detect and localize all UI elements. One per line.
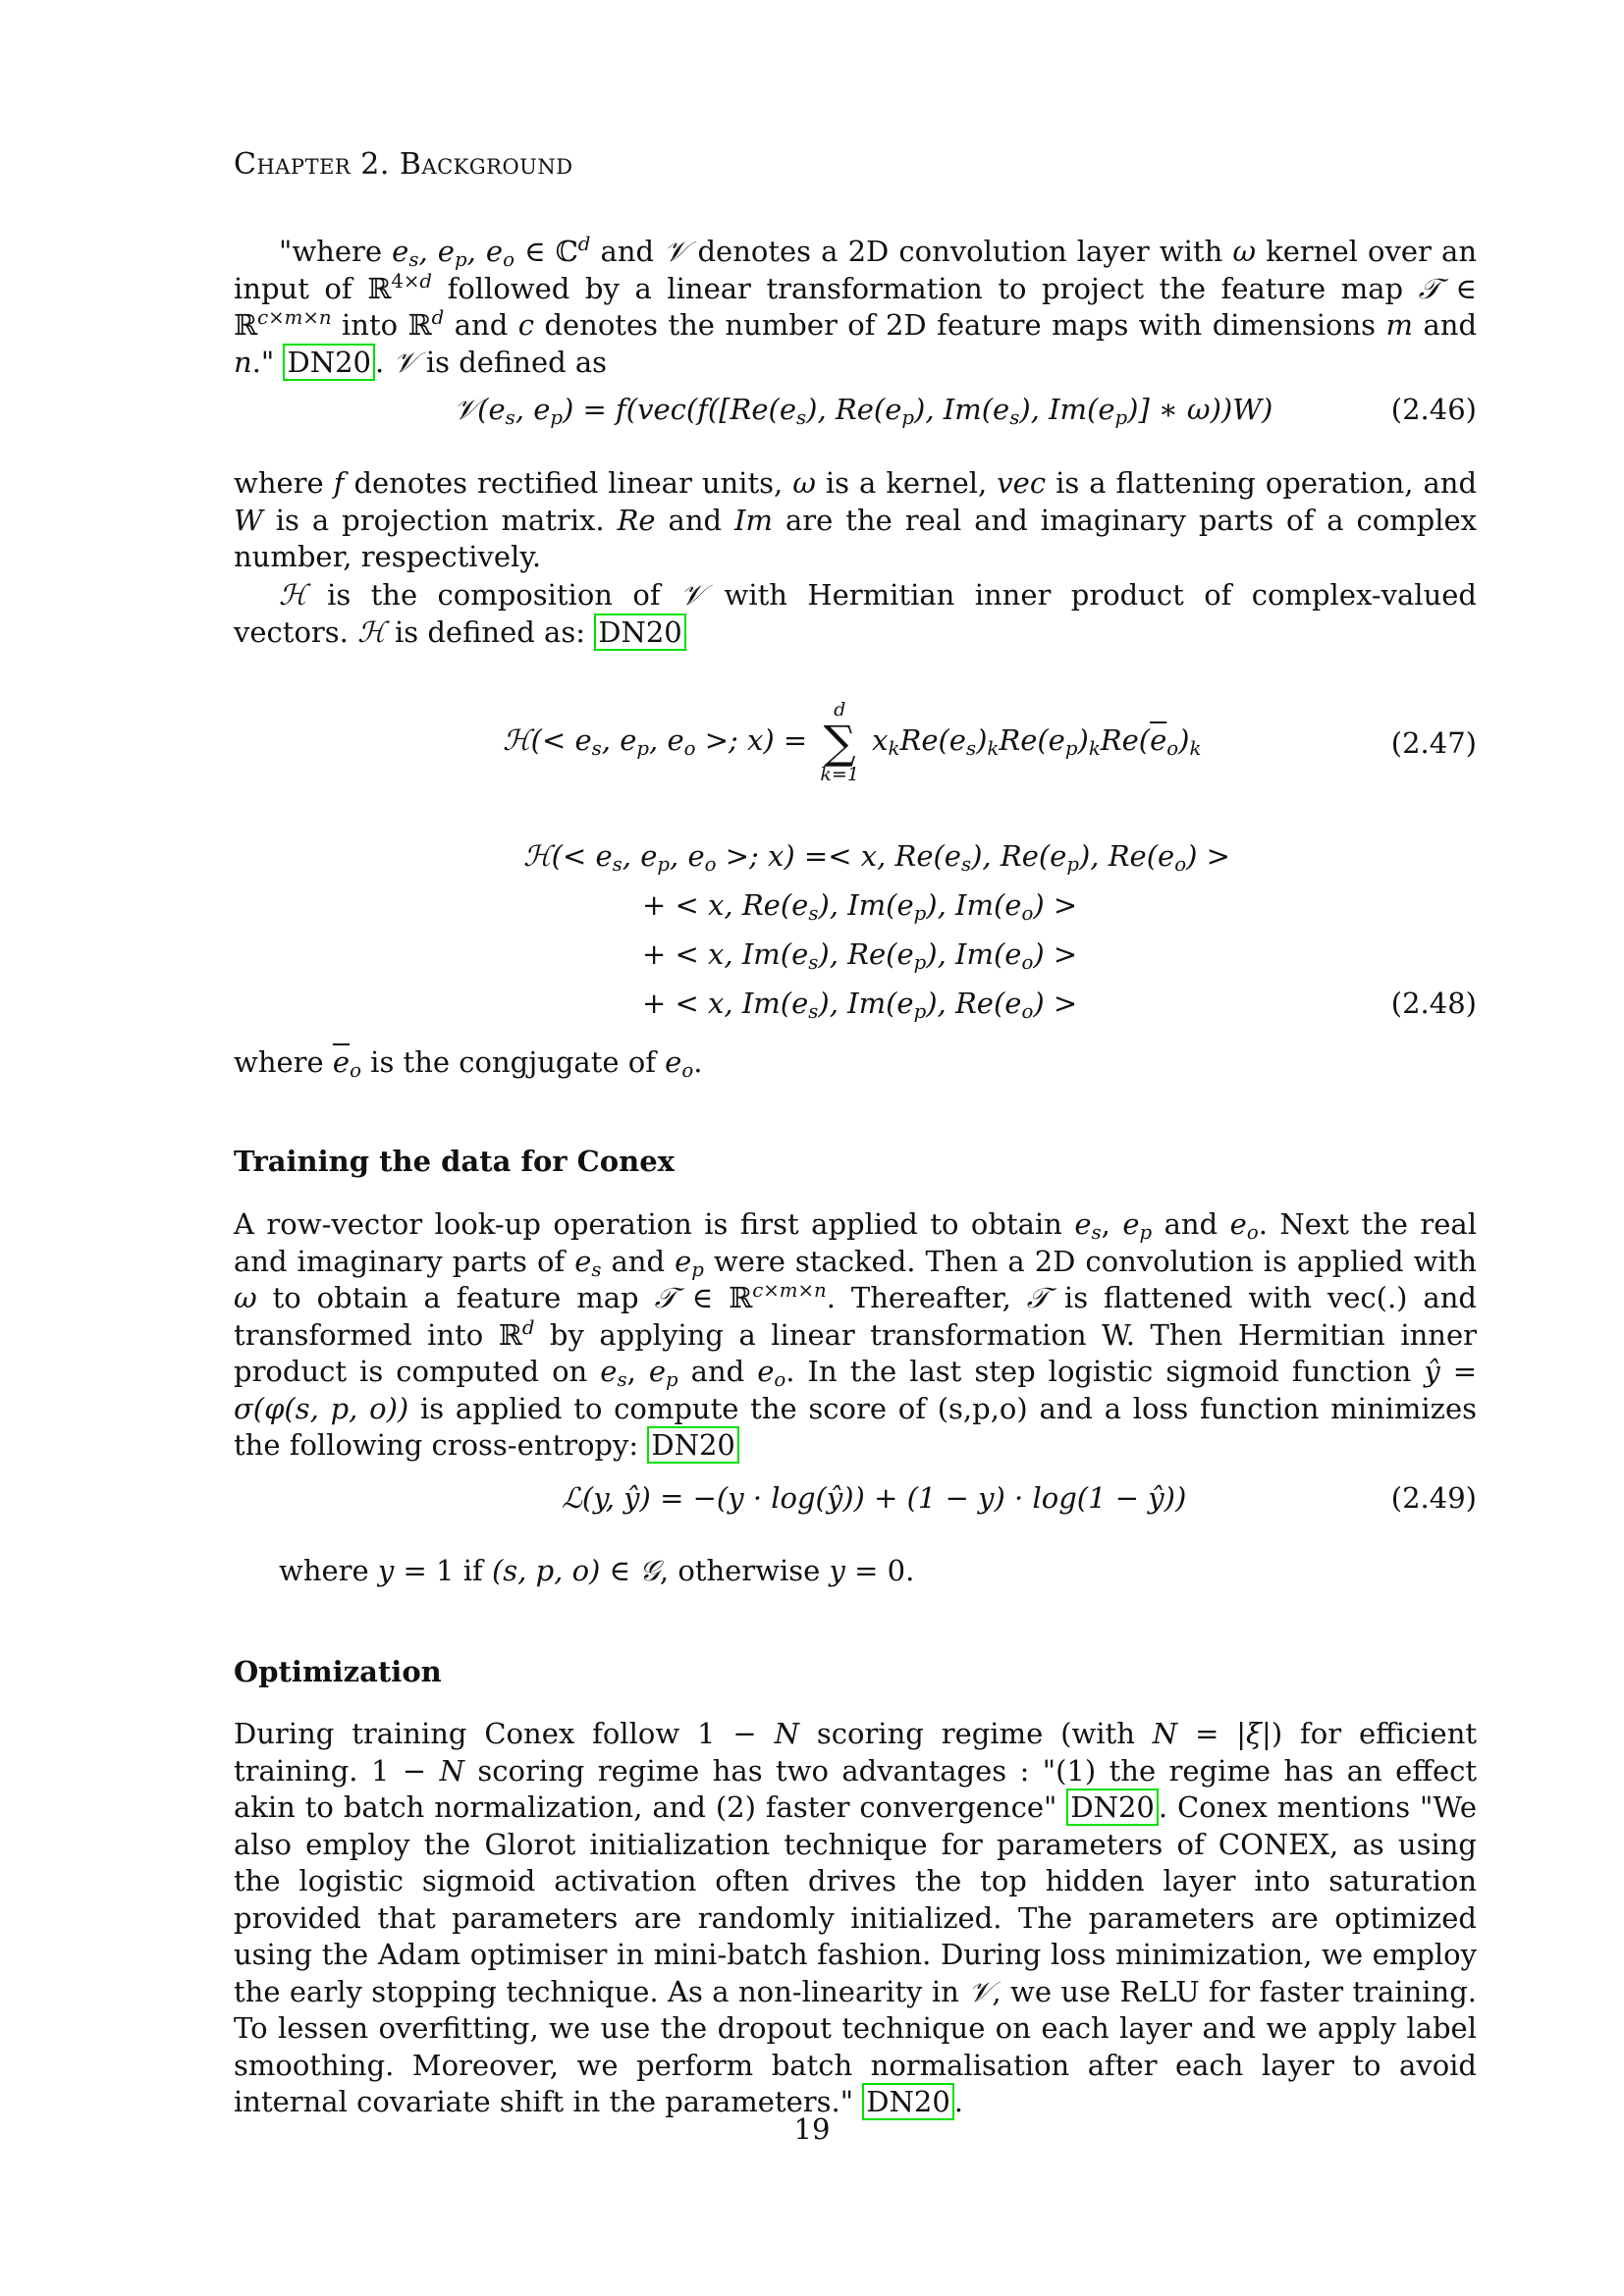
citation-link[interactable]: DN20 — [862, 2083, 954, 2120]
paragraph-optimization: During training Conex follow 1 − N scoring regime (with N = |ξ|) for efficient training. 1 − N scoring regime has two advantages : "(1) the regime has an effect akin to batch normalization, and (2) faster convergence" DN20 . Conex mentions "We also employ the Glorot initialization technique for parameters of CONEX, as using the logistic sigmoid activation often drives the top hidden layer into saturation provided that parameters are randomly initialized. The parameters are optimized using the Adam optimiser in mini-batch fashion. During loss minimization, we employ the early stopping technique. As a non-linearity in 𝒱, we use ReLU for faster training. To lessen overfitting, we use the dropout technique on each layer and we apply label smoothing. Moreover, we perform batch normalisation after each layer to avoid internal covariate shift in the parameters." DN20 . — [234, 1717, 1478, 2118]
running-head: Chapter 2. Background — [234, 147, 573, 182]
equation-number: (2.46) — [1390, 393, 1477, 426]
citation-link[interactable]: DN20 — [283, 344, 375, 381]
paragraph-training-procedure: A row-vector look-up operation is first applied to obtain $e_s$, $e_p$ and $e_o$. Next the real and imaginary parts of $e_s$ and $e_p$ were stacked. Then a 2D convolution is applied with ω to obtain a feature map 𝒯 ∈ ℝ$^{c\times m\times n}$. Thereafter, 𝒯 is flattened with vec(.) and transformed into ℝ$^d$ by applying a linear transformation W. Then Hermitian inner product is computed on $e_s$, $e_p$ and $e_o$. In the last step logistic sigmoid function ŷ = σ(φ(s, p, o)) is applied to compute the score of (s,p,o) and a loss function minimizes the following cross-entropy: DN20 — [234, 1207, 1478, 1462]
equation-2-48-line-3: + < x, $Im(e_s)$, $Re(e_p)$, $Im(e_o)$ > — [642, 937, 1078, 974]
equation-number: (2.48) — [1390, 987, 1477, 1020]
equation-2-46: $𝒱(e_s$, $e_p) = f(vec(f([Re(e_s)$, $Re(e_p)$, $Im(e_s)$, $Im(e_p)$] ∗ ω))W) — [454, 393, 1273, 429]
equation-number: (2.47) — [1390, 726, 1477, 760]
citation-link[interactable]: DN20 — [1066, 1789, 1159, 1826]
paragraph-relu-definition: where f denotes rectified linear units, ω is a kernel, vec is a flattening operation, and W is a projection matrix. Re and Im are the real and imaginary parts of a complex number, respectively. — [234, 466, 1478, 573]
page-number: 19 — [793, 2112, 831, 2146]
paragraph-conjugate-note: where $\overline{e}_o$ is the congjugate of $e_o$. — [234, 1045, 703, 1082]
paragraph-label-definition: where y = 1 if (s, p, o) ∈ 𝒢, otherwise y = 0. — [279, 1554, 915, 1587]
equation-2-48-line-1: ℋ(< $e_s$, $e_p$, $e_o$ >; x) =< x, $Re(e_s)$, $Re(e_p)$, $Re(e_o)$ > — [523, 839, 1230, 876]
citation-link[interactable]: DN20 — [647, 1426, 739, 1464]
equation-2-47: ℋ(< $e_s$, $e_p$, $e_o$ >; x) = d ∑ k=1 $x_kRe(e_s)_kRe(e_p)_kRe(\overline{e}_o)_k$ — [503, 699, 1202, 785]
equation-2-48-line-4: + < x, $Im(e_s)$, $Im(e_p)$, $Re(e_o)$ > — [642, 987, 1078, 1023]
equation-2-48-line-2: + < x, $Re(e_s)$, $Im(e_p)$, $Im(e_o)$ > — [642, 888, 1078, 925]
paragraph-hermitian-definition: ℋ is the composition of 𝒱 with Hermitian inner product of complex-valued vectors. ℋ is defined as: DN20 — [234, 578, 1477, 649]
equation-2-49: ℒ(y, ŷ) = −(y · log(ŷ)) + (1 − y) · log(1 − ŷ)) — [562, 1481, 1187, 1515]
equation-number: (2.49) — [1390, 1481, 1477, 1515]
section-heading-training: Training the data for Conex — [234, 1145, 675, 1178]
citation-link[interactable]: DN20 — [594, 614, 686, 651]
section-heading-optimization: Optimization — [234, 1655, 442, 1688]
paragraph-conex-definition: "where $e_s$, $e_p$, $e_o$ ∈ ℂ$^d$ and 𝒱 denotes a 2D convolution layer with ω kernel over an input of ℝ$^{4\times d}$ followed by a linear transformation to project the feature map 𝒯 ∈ ℝ$^{c\times m\times n}$ into ℝ$^d$ and c denotes the number of 2D feature maps with dimensions m and n." DN20 . 𝒱 is defined as — [234, 233, 1478, 379]
